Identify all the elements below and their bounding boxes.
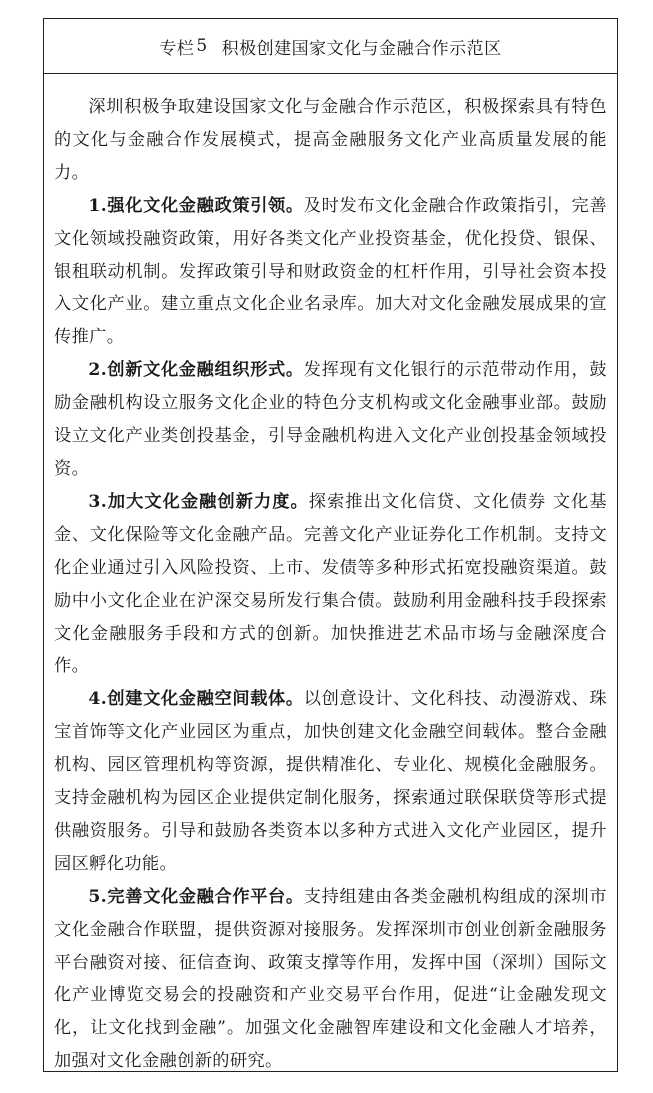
column-box bbox=[43, 18, 618, 1072]
item-paragraph-2 bbox=[54, 354, 607, 486]
item-heading: 4.创建文化金融空间载体。 bbox=[88, 689, 304, 710]
column-header bbox=[44, 19, 617, 74]
intro-paragraph: 深圳积极争取建设国家文化与金融合作示范区，积极探索具有特色的文化与金融合作发展模式，提高金融服务文化产业高质量发展的能力。 bbox=[54, 97, 607, 183]
item-text: 发挥现有文化银行的示范带动作用，鼓励金融机构设立服务文化企业的特色分支机构或文化金融事业部。鼓励设立文化产业类创投基金，引导金融机构进入文化产业创投基金领域投资。 bbox=[54, 360, 607, 479]
column-number: 5 bbox=[196, 36, 208, 56]
item-text: 探索推出文化信贷、文化债券 文化基金、文化保险等文化金融产品。完善文化产业证券化工作机制。支持文化企业通过引入风险投资、上市、发债等多种形式拓宽投融资渠道。鼓励中小文化企业在沪深交易所发行集合债。鼓励利用金融科技手段探索文化金融服务手段和方式的创新。加快推进艺术品市场与金融深度合作。 bbox=[54, 491, 607, 677]
item-text: 支持组建由各类金融机构组成的深圳市文化金融合作联盟，提供资源对接服务。发挥深圳市创业创新金融服务平台融资对接、征信查询、政策支撑等作用，发挥中国（深圳）国际文化产业博览交易会的投融资和产业交易平台作用，促进“让金融发现文化，让文化找到金融”。加强文化金融智库建设和文化金融人才培养，加强对文化金融创新的研究。 bbox=[54, 886, 607, 1072]
column-label: 专栏 bbox=[159, 38, 195, 59]
item-heading: 3.加大文化金融创新力度。 bbox=[88, 491, 309, 512]
item-heading: 5.完善文化金融合作平台。 bbox=[88, 886, 304, 907]
item-paragraph-5 bbox=[54, 881, 607, 1078]
item-paragraph-4 bbox=[54, 683, 607, 880]
column-body bbox=[44, 74, 617, 1078]
item-heading: 2.创新文化金融组织形式。 bbox=[88, 360, 304, 381]
item-paragraph-1 bbox=[54, 190, 607, 355]
item-heading: 1.强化文化金融政策引领。 bbox=[88, 195, 304, 216]
item-text: 以创意设计、文化科技、动漫游戏、珠宝首饰等文化产业园区为重点，加快创建文化金融空间载体。整合金融机构、园区管理机构等资源，提供精准化、专业化、规模化金融服务。支持金融机构为园区企业提供定制化服务，探索通过联保联贷等形式提供融资服务。引导和鼓励各类资本以多种方式进入文化产业园区，提升园区孵化功能。 bbox=[54, 689, 607, 874]
column-title: 积极创建国家文化与金融合作示范区 bbox=[221, 38, 502, 59]
item-text: 及时发布文化金融合作政策指引，完善文化领域投融资政策，用好各类文化产业投资基金，优化投贷、银保、银租联动机制。发挥政策引导和财政资金的杠杆作用，引导社会资本投入文化产业。建立重点文化企业名录库。加大对文化金融发展成果的宣传推广。 bbox=[54, 195, 607, 348]
item-paragraph-3 bbox=[54, 486, 607, 683]
